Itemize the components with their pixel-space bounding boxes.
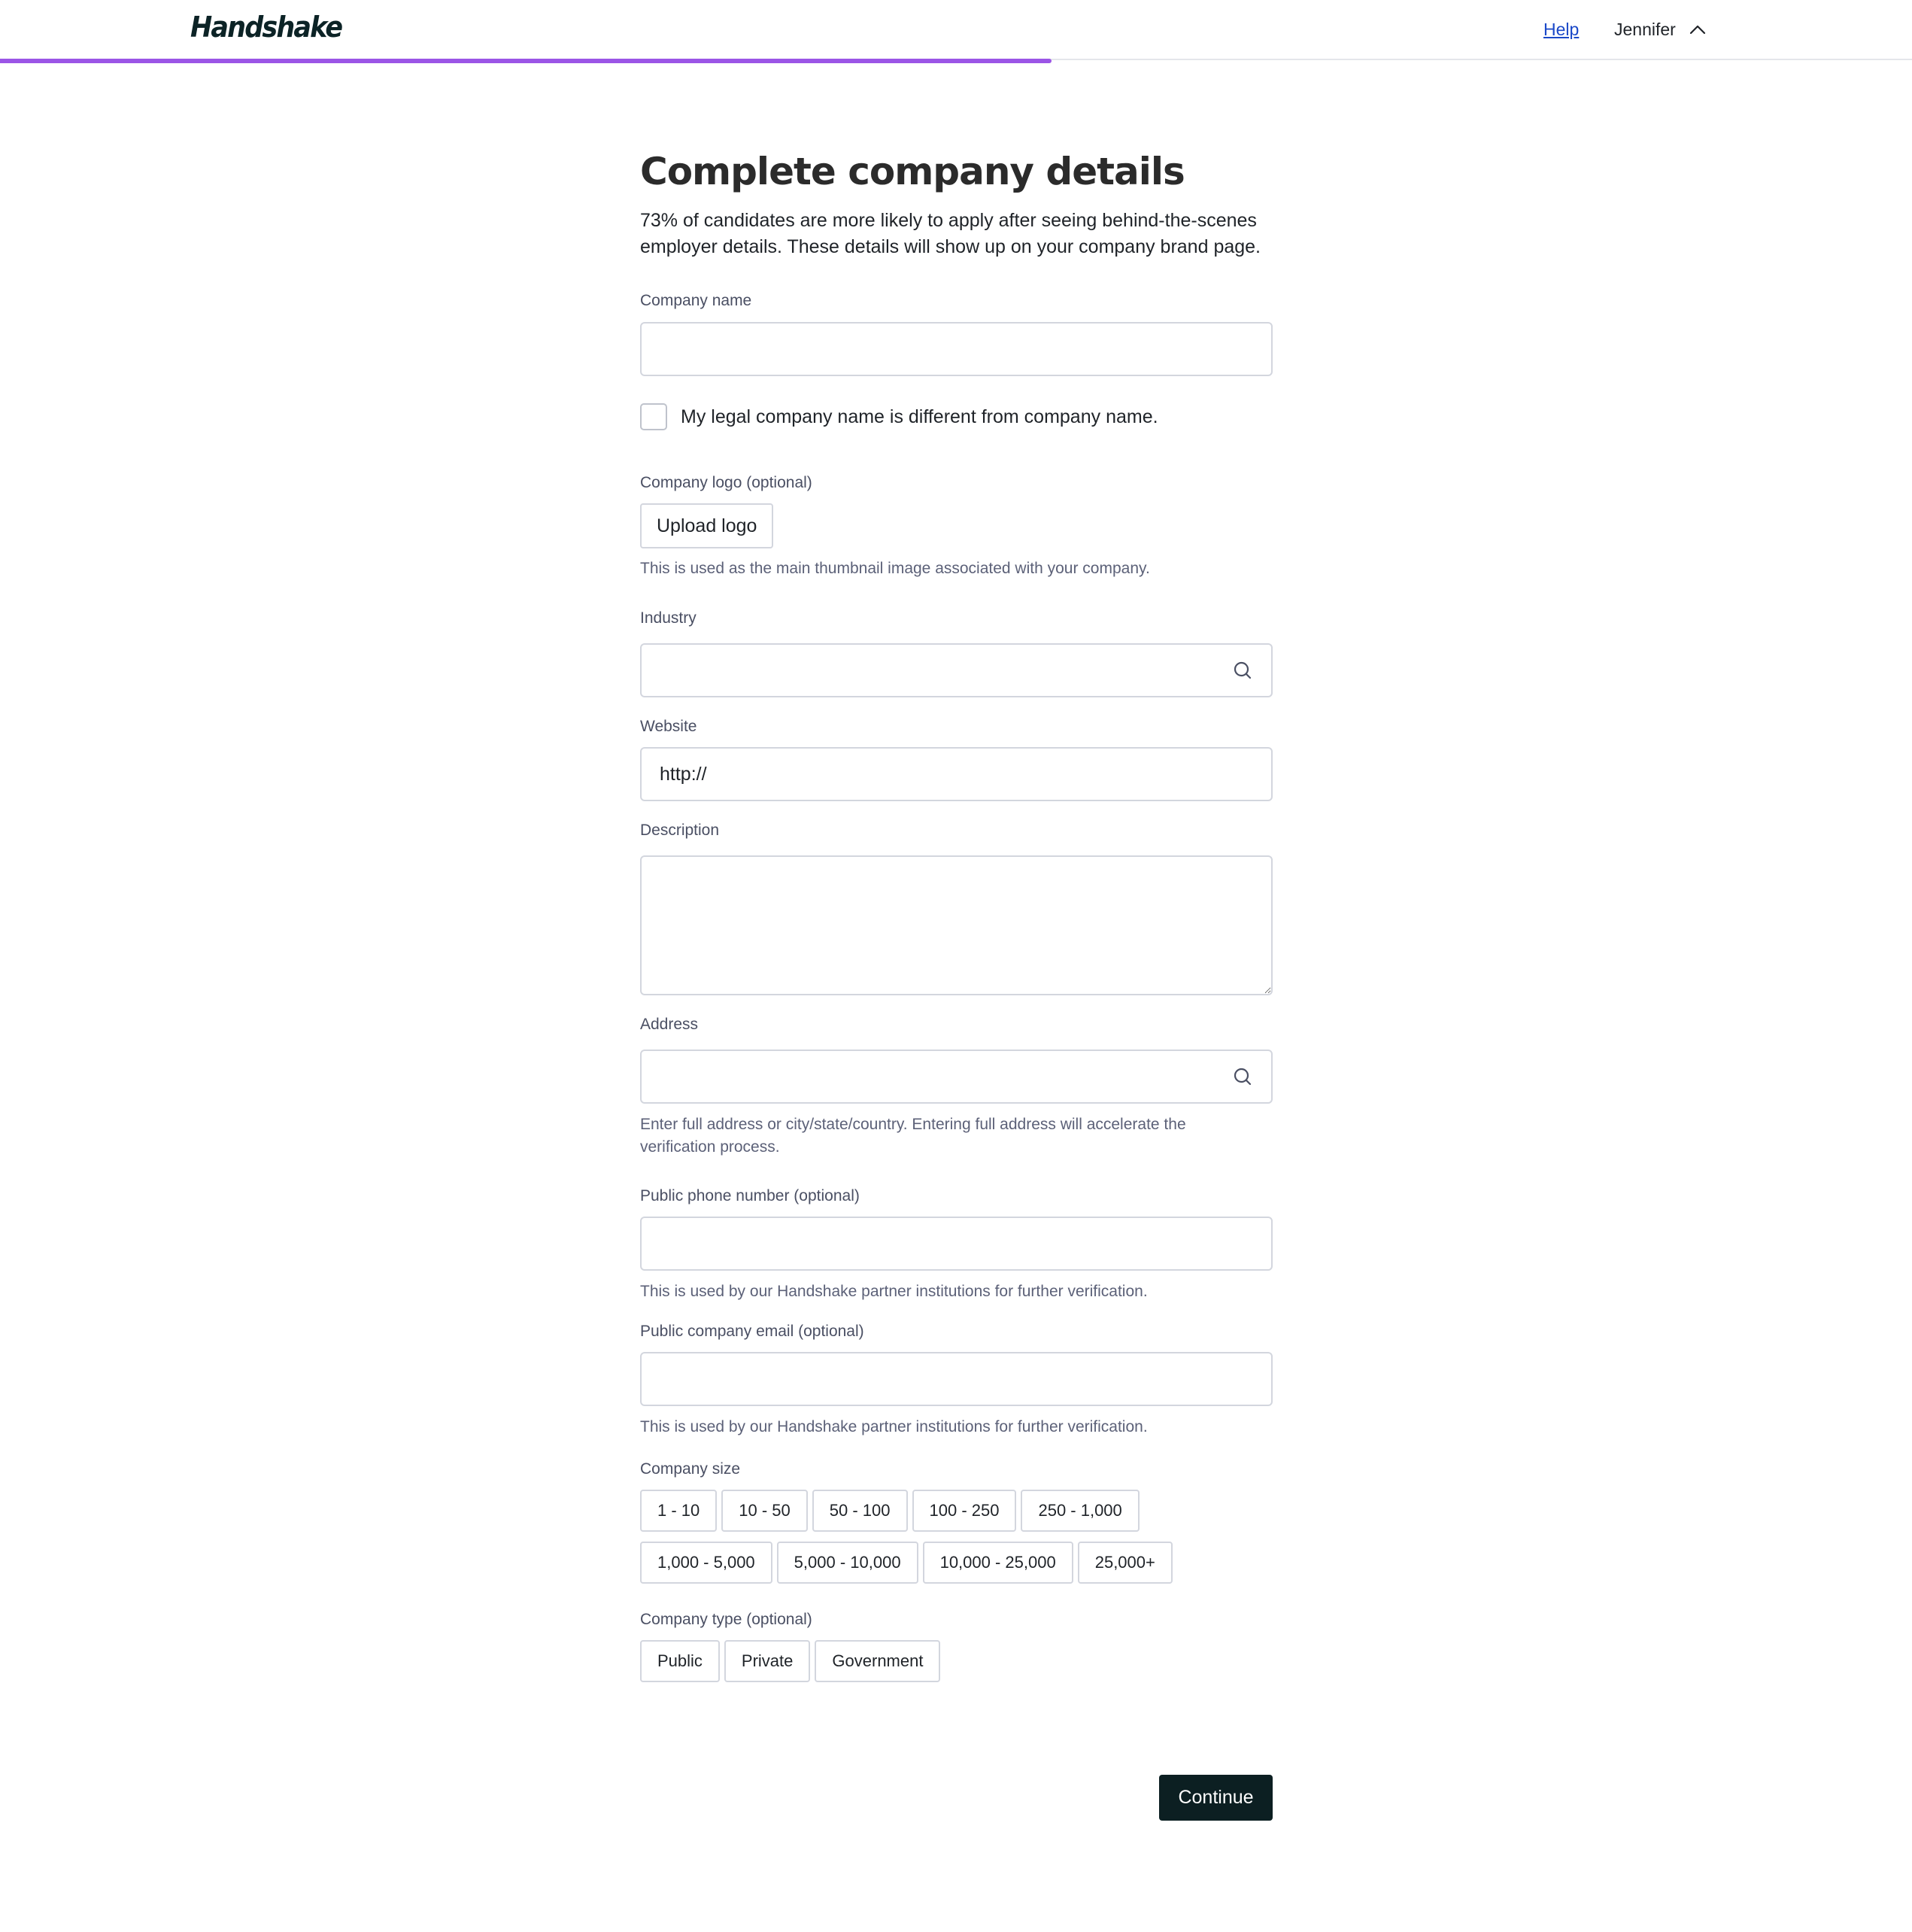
- company-type-option-government[interactable]: Government: [815, 1640, 940, 1682]
- company-name-input[interactable]: [640, 322, 1273, 376]
- address-label: Address: [640, 1016, 699, 1033]
- address-input[interactable]: [640, 1050, 1273, 1104]
- phone-label: Public phone number (optional): [640, 1187, 860, 1204]
- industry-input[interactable]: [640, 643, 1273, 697]
- user-menu[interactable]: [1614, 15, 1709, 44]
- phone-input[interactable]: [640, 1217, 1273, 1271]
- user-name: Jennifer: [1614, 19, 1676, 39]
- company-size-option[interactable]: 50 - 100: [812, 1490, 908, 1532]
- company-size-option[interactable]: 10,000 - 25,000: [923, 1542, 1073, 1584]
- progress-bar: [0, 59, 1912, 63]
- company-type-label: Company type (optional): [640, 1611, 812, 1628]
- company-size-option[interactable]: 100 - 250: [912, 1490, 1017, 1532]
- company-size-option[interactable]: 25,000+: [1078, 1542, 1173, 1584]
- company-size-option[interactable]: 1 - 10: [640, 1490, 717, 1532]
- address-field: [640, 1050, 1273, 1104]
- address-helper: [640, 1113, 1186, 1159]
- page-intro: [640, 208, 1273, 260]
- legal-name-checkbox[interactable]: [640, 403, 667, 430]
- upload-logo-button[interactable]: Upload logo: [640, 503, 773, 548]
- handshake-logo[interactable]: Handshake: [190, 11, 342, 44]
- company-size-option[interactable]: 5,000 - 10,000: [777, 1542, 918, 1584]
- email-label: Public company email (optional): [640, 1323, 864, 1340]
- company-type-row: [640, 1640, 940, 1682]
- company-size-row-1: [640, 1490, 1140, 1532]
- company-type-option-public[interactable]: Public: [640, 1640, 720, 1682]
- company-size-option[interactable]: 250 - 1,000: [1021, 1490, 1139, 1532]
- company-logo-label: Company logo (optional): [640, 474, 812, 491]
- legal-name-checkbox-row[interactable]: [640, 403, 1158, 430]
- website-input[interactable]: [640, 747, 1273, 801]
- company-details-form: [640, 150, 1273, 260]
- company-size-option[interactable]: 1,000 - 5,000: [640, 1542, 772, 1584]
- address-helper-line-2: verification process.: [640, 1138, 780, 1156]
- phone-helper: This is used by our Handshake partner institutions for further verification.: [640, 1283, 1148, 1300]
- description-textarea[interactable]: [640, 855, 1273, 995]
- website-label: Website: [640, 718, 697, 735]
- search-icon[interactable]: [1232, 660, 1253, 681]
- page-intro-line-2: employer details. These details will show up on your company brand page.: [640, 235, 1261, 257]
- industry-field: [640, 643, 1273, 697]
- top-nav: [0, 0, 1912, 60]
- progress-bar-fill: [0, 59, 1052, 63]
- description-label: Description: [640, 822, 720, 839]
- email-helper: This is used by our Handshake partner institutions for further verification.: [640, 1418, 1148, 1435]
- page-intro-line-1: 73% of candidates are more likely to apply after seeing behind-the-scenes: [640, 209, 1257, 231]
- page-title: Complete company details: [640, 150, 1185, 193]
- company-type-option-private[interactable]: Private: [724, 1640, 810, 1682]
- company-size-row-2: [640, 1542, 1173, 1584]
- company-size-option[interactable]: 10 - 50: [721, 1490, 808, 1532]
- address-helper-line-1: Enter full address or city/state/country. Entering full address will accelerate the: [640, 1116, 1186, 1133]
- company-name-label: Company name: [640, 292, 752, 309]
- email-input[interactable]: [640, 1352, 1273, 1406]
- company-size-label: Company size: [640, 1460, 741, 1478]
- chevron-up-icon: [1686, 18, 1709, 41]
- help-link[interactable]: Help: [1543, 20, 1580, 39]
- company-logo-helper: This is used as the main thumbnail image associated with your company.: [640, 560, 1150, 577]
- search-icon[interactable]: [1232, 1066, 1253, 1087]
- industry-label: Industry: [640, 609, 697, 627]
- legal-name-checkbox-label: My legal company name is different from company name.: [681, 406, 1158, 427]
- continue-button[interactable]: Continue: [1159, 1775, 1273, 1821]
